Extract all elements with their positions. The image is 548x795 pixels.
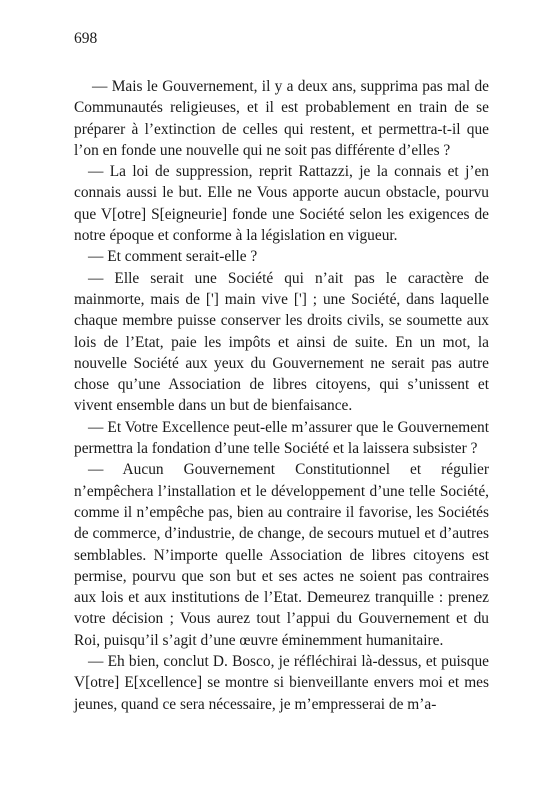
paragraph-7: — Eh bien, conclut D. Bosco, je réfléchirai là-dessus, et puisque V[otre] E[xcellence] se montre si bienveillante envers moi et mes jeunes, quand ce sera nécessaire, je m’empresserai de m’a- xyxy=(74,653,489,713)
paragraph-3: — Et comment serait-elle ? xyxy=(88,248,258,266)
paragraph-6: — Aucun Gouvernement Constitutionnel et régulier n’empêchera l’installation et le développement d’une telle Société, comme il n’empêche pas, bien au contraire il favorise, les Sociétés de commerce, d’industrie, de change, de secours mutuel et d’autres semblables. N’importe quelle Association de libres citoyens est permise, pourvu que son but et ses actes ne soient pas contraires aux lois et aux institutions de l’Etat. Demeurez tranquille : prenez votre décision ; Vous aurez tout l’appui du Gouvernement et du Roi, puisqu’il s’agit d’une œuvre éminemment humanitaire. xyxy=(74,461,489,649)
paragraph-4: — Elle serait une Société qui n’ait pas le caractère de mainmorte, mais de ['] main vive ['] ; une Société, dans laquelle chaque membre puisse conserver les droits civils, se soumette aux lois de l’Etat, paie les impôts et ainsi de suite. En un mot, la nouvelle Société aux yeux du Gouvernement ne serait pas autre chose qu’une Association de libres citoyens, qui s’unissent et vivent ensemble dans un but de bienfaisance. xyxy=(74,269,489,415)
paragraph-5: — Et Votre Excellence peut-elle m’assurer que le Gouvernement permettra la fondation d’une telle Société et la laissera subsister ? xyxy=(74,418,489,458)
paragraph-2: — La loi de suppression, reprit Rattazzi, je la connais et j’en connais aussi le but. Elle ne Vous apporte aucun obstacle, pourvu que V[otre] S[eigneurie] fonde une Société selon les exigences de notre époque et conforme à la législation en vigueur. xyxy=(74,163,489,245)
page-number: 698 xyxy=(74,30,98,47)
body-text xyxy=(74,76,489,715)
paragraph-1: — Mais le Gouvernement, il y a deux ans, supprima pas mal de Communautés religieuses, et il est probablement en train de se préparer à l’extinction de celles qui restent, et permettra-t-il que l’on en fonde une nouvelle qui ne soit pas différente d’elles ? xyxy=(74,78,489,159)
